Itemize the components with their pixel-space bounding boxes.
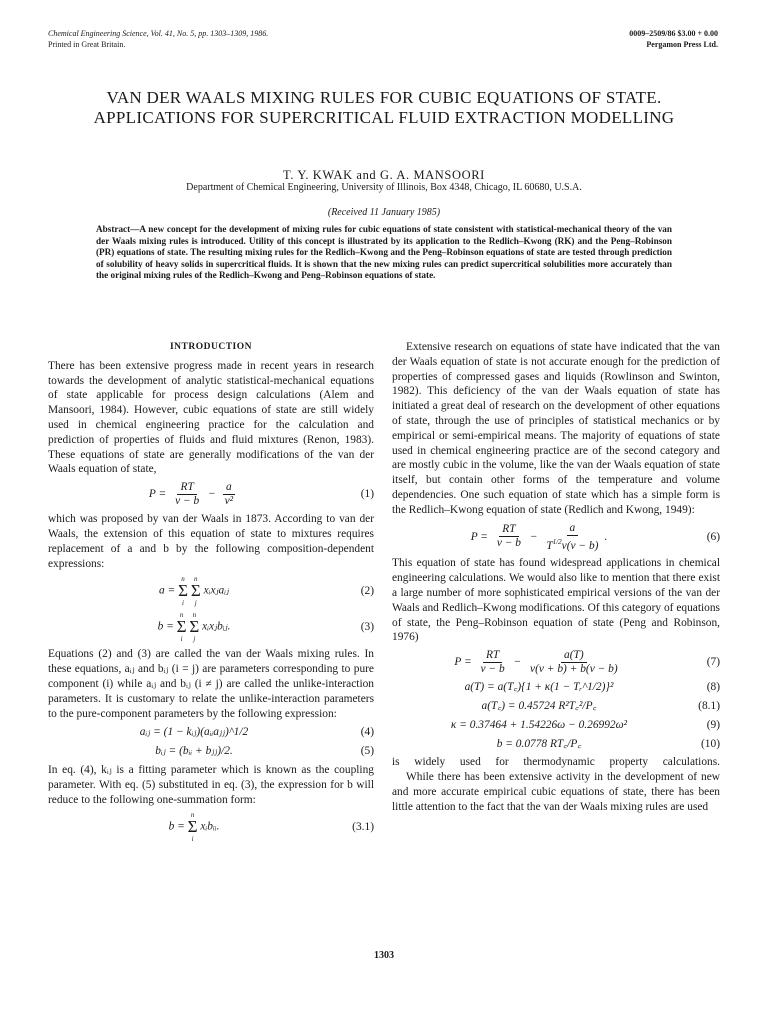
right-column xyxy=(392,340,720,815)
equation-number: (1) xyxy=(360,488,374,501)
equation-3: b = n Σ i n Σ j xᵢxⱼbᵢⱼ. (3) xyxy=(157,611,374,644)
intro-paragraph-3: Equations (2) and (3) are called the van der Waals mixing rules. In these equations, aᵢⱼ and bᵢⱼ (i = j) are parameters corresponding to pure component (i) while aᵢⱼ and bᵢⱼ (i ≠ j) are called the unlike-interaction parameters. It is customary to relate the unlike-interaction parameters to the pure-component parameters by the following expression: xyxy=(48,648,374,720)
journal-citation xyxy=(48,28,268,50)
publisher-info xyxy=(629,28,718,50)
left-column xyxy=(48,340,374,847)
equation-4: aᵢⱼ = (1 − kᵢⱼ)(aᵢᵢaⱼⱼ)^1/2 (4) xyxy=(139,726,374,739)
equation-number: (10) xyxy=(701,737,720,750)
intro-paragraph-4: In eq. (4), kᵢⱼ is a fitting parameter which is known as the coupling parameter. With eq. (5) substituted in eq. (3), the expression for b will reduce to the following one-summation form: xyxy=(48,763,374,806)
equation-number: (2) xyxy=(360,584,374,597)
authors: T. Y. KWAK and G. A. MANSOORI xyxy=(283,168,485,182)
publisher-line: Pergamon Press Ltd. xyxy=(646,40,718,49)
equation-6: P = $\frac{RT}{v - b}$ − $\frac{a}{T^{1/2}v(v - b)}$ . (6) xyxy=(470,521,720,552)
equation-1: P = $\frac{RT}{v - b}$ − $\frac{a}{\text{v²}}$ (1) xyxy=(148,481,374,508)
equation-8: a(T) = a(T꜀){1 + κ(1 − Tᵣ^1/2)}² (8) xyxy=(464,681,720,694)
equation-3-1: b = n Σ i xᵢbᵢᵢ. (3.1) xyxy=(168,811,374,844)
price-line: 0009–2509/86 $3.00 + 0.00 xyxy=(629,29,718,38)
equation-number: (9) xyxy=(706,718,720,731)
equation-10: b = 0.0778 RT꜀/P꜀ (10) xyxy=(496,737,720,750)
received-date: (Received 11 January 1985) xyxy=(327,207,441,218)
equation-7: P = $\frac{RT}{v - b}$ − $\frac{a(T)}{v(v + b) + b(v - b)}$ (7) xyxy=(454,649,720,676)
equation-number: (3.1) xyxy=(352,820,374,833)
intro-paragraph-1: There has been extensive progress made in recent years in research towards the development of analytic statistical-mechanical equations of state applicable for process design calculations (Alem and Mansoori, 1984). However, cubic equations of state are still widely used in chemical engineering practice for the calculation and prediction of properties of fluids and fluid mixtures (Renon, 1983). These equations of state are generally modifications of the van der Waals equation of state, xyxy=(48,359,374,476)
equation-number: (8.1) xyxy=(698,699,720,712)
citation-line: Chemical Engineering Science, Vol. 41, No. 5, pp. 1303–1309, 1986. xyxy=(48,29,269,38)
right-paragraph-2: This equation of state has found widespread applications in chemical engineering calculations. We would also like to mention that there exist a large number of more sophisticated empirical versions of the van der Waals and Redlich–Kwong modifications. Of this category of equations of state, the Peng–Robinson equation of state (Peng and Robinson, 1976) xyxy=(392,557,720,644)
equation-number: (4) xyxy=(360,726,374,739)
equation-number: (6) xyxy=(706,530,720,543)
equation-8-1: a(T꜀) = 0.45724 R²T꜀²/P꜀ (8.1) xyxy=(481,699,720,712)
abstract: Abstract—A new concept for the development of mixing rules for cubic equations of state consistent with statistical-mechanical theory of the van der Waals mixing rules is introduced. Utility of this concept is illustrated by its application to the Redlich–Kwong (RK) and the Peng–Robinson (PR) equations of state. The resulting mixing rules for the Redlich–Kwong and the Peng–Robinson equations of state are tested through prediction of solubility of heavy solids in supercritical fluids. It is shown that the new mixing rules can predict supercritical solubilities more accurately than the original mixing rules of the Redlich–Kwong and Peng–Robinson equations of state. xyxy=(96,224,672,281)
equation-number: (8) xyxy=(706,681,720,694)
equation-number: (3) xyxy=(360,620,374,633)
printed-line: Printed in Great Britain. xyxy=(48,40,126,49)
affiliation: Department of Chemical Engineering, University of Illinois, Box 4348, Chicago, IL 60680, U.S.A. xyxy=(186,182,582,193)
section-heading: INTRODUCTION xyxy=(169,342,252,352)
right-paragraph-3: is widely used for thermodynamic property calculations. xyxy=(392,756,720,769)
paper-title: VAN DER WAALS MIXING RULES FOR CUBIC EQUATIONS OF STATE. APPLICATIONS FOR SUPERCRITICAL FLUID EXTRACTION MODELLING xyxy=(93,88,675,127)
intro-paragraph-2: which was proposed by van der Waals in 1873. According to van der Waals, the extension of this equation of state to mixtures requires replacement of a and b by the following composition-dependent expressions: xyxy=(48,513,374,570)
page-number: 1303 xyxy=(374,950,394,961)
equation-number: (5) xyxy=(360,745,374,758)
equation-number: (7) xyxy=(706,656,720,669)
equation-2: a = n Σ i n Σ j xᵢxⱼaᵢⱼ (2) xyxy=(158,575,374,608)
equation-5: bᵢⱼ = (bᵢᵢ + bⱼⱼ)/2. (5) xyxy=(155,745,374,758)
equation-9: κ = 0.37464 + 1.54226ω − 0.26992ω² (9) xyxy=(450,718,720,731)
right-paragraph-1: Extensive research on equations of state have indicated that the van der Waals equation of state is not accurate enough for the prediction of properties of compressed gases and liquids (Rowlinson and Swinton, 1982). This deficiency of the van der Waals equation of state has initiated a great deal of research on the development of other equations of state, through the use of principles of statistical mechanics or by empirical or semi-empirical means. The majority of equations of state used in chemical engineering practice are of the second category and are mostly cubic in the volume, like the van der Waals equation of state itself, but contain other forms of the temperature and volume dependencies. One such equation of state which has a simple form is the Redlich–Kwong equation of state (Redlich and Kwong, 1949): xyxy=(392,341,720,516)
right-paragraph-4: While there has been extensive activity in the development of new and more accurate empirical cubic equations of state, there has been little attention to the fact that the van der Waals mixing rules are used xyxy=(392,771,720,813)
